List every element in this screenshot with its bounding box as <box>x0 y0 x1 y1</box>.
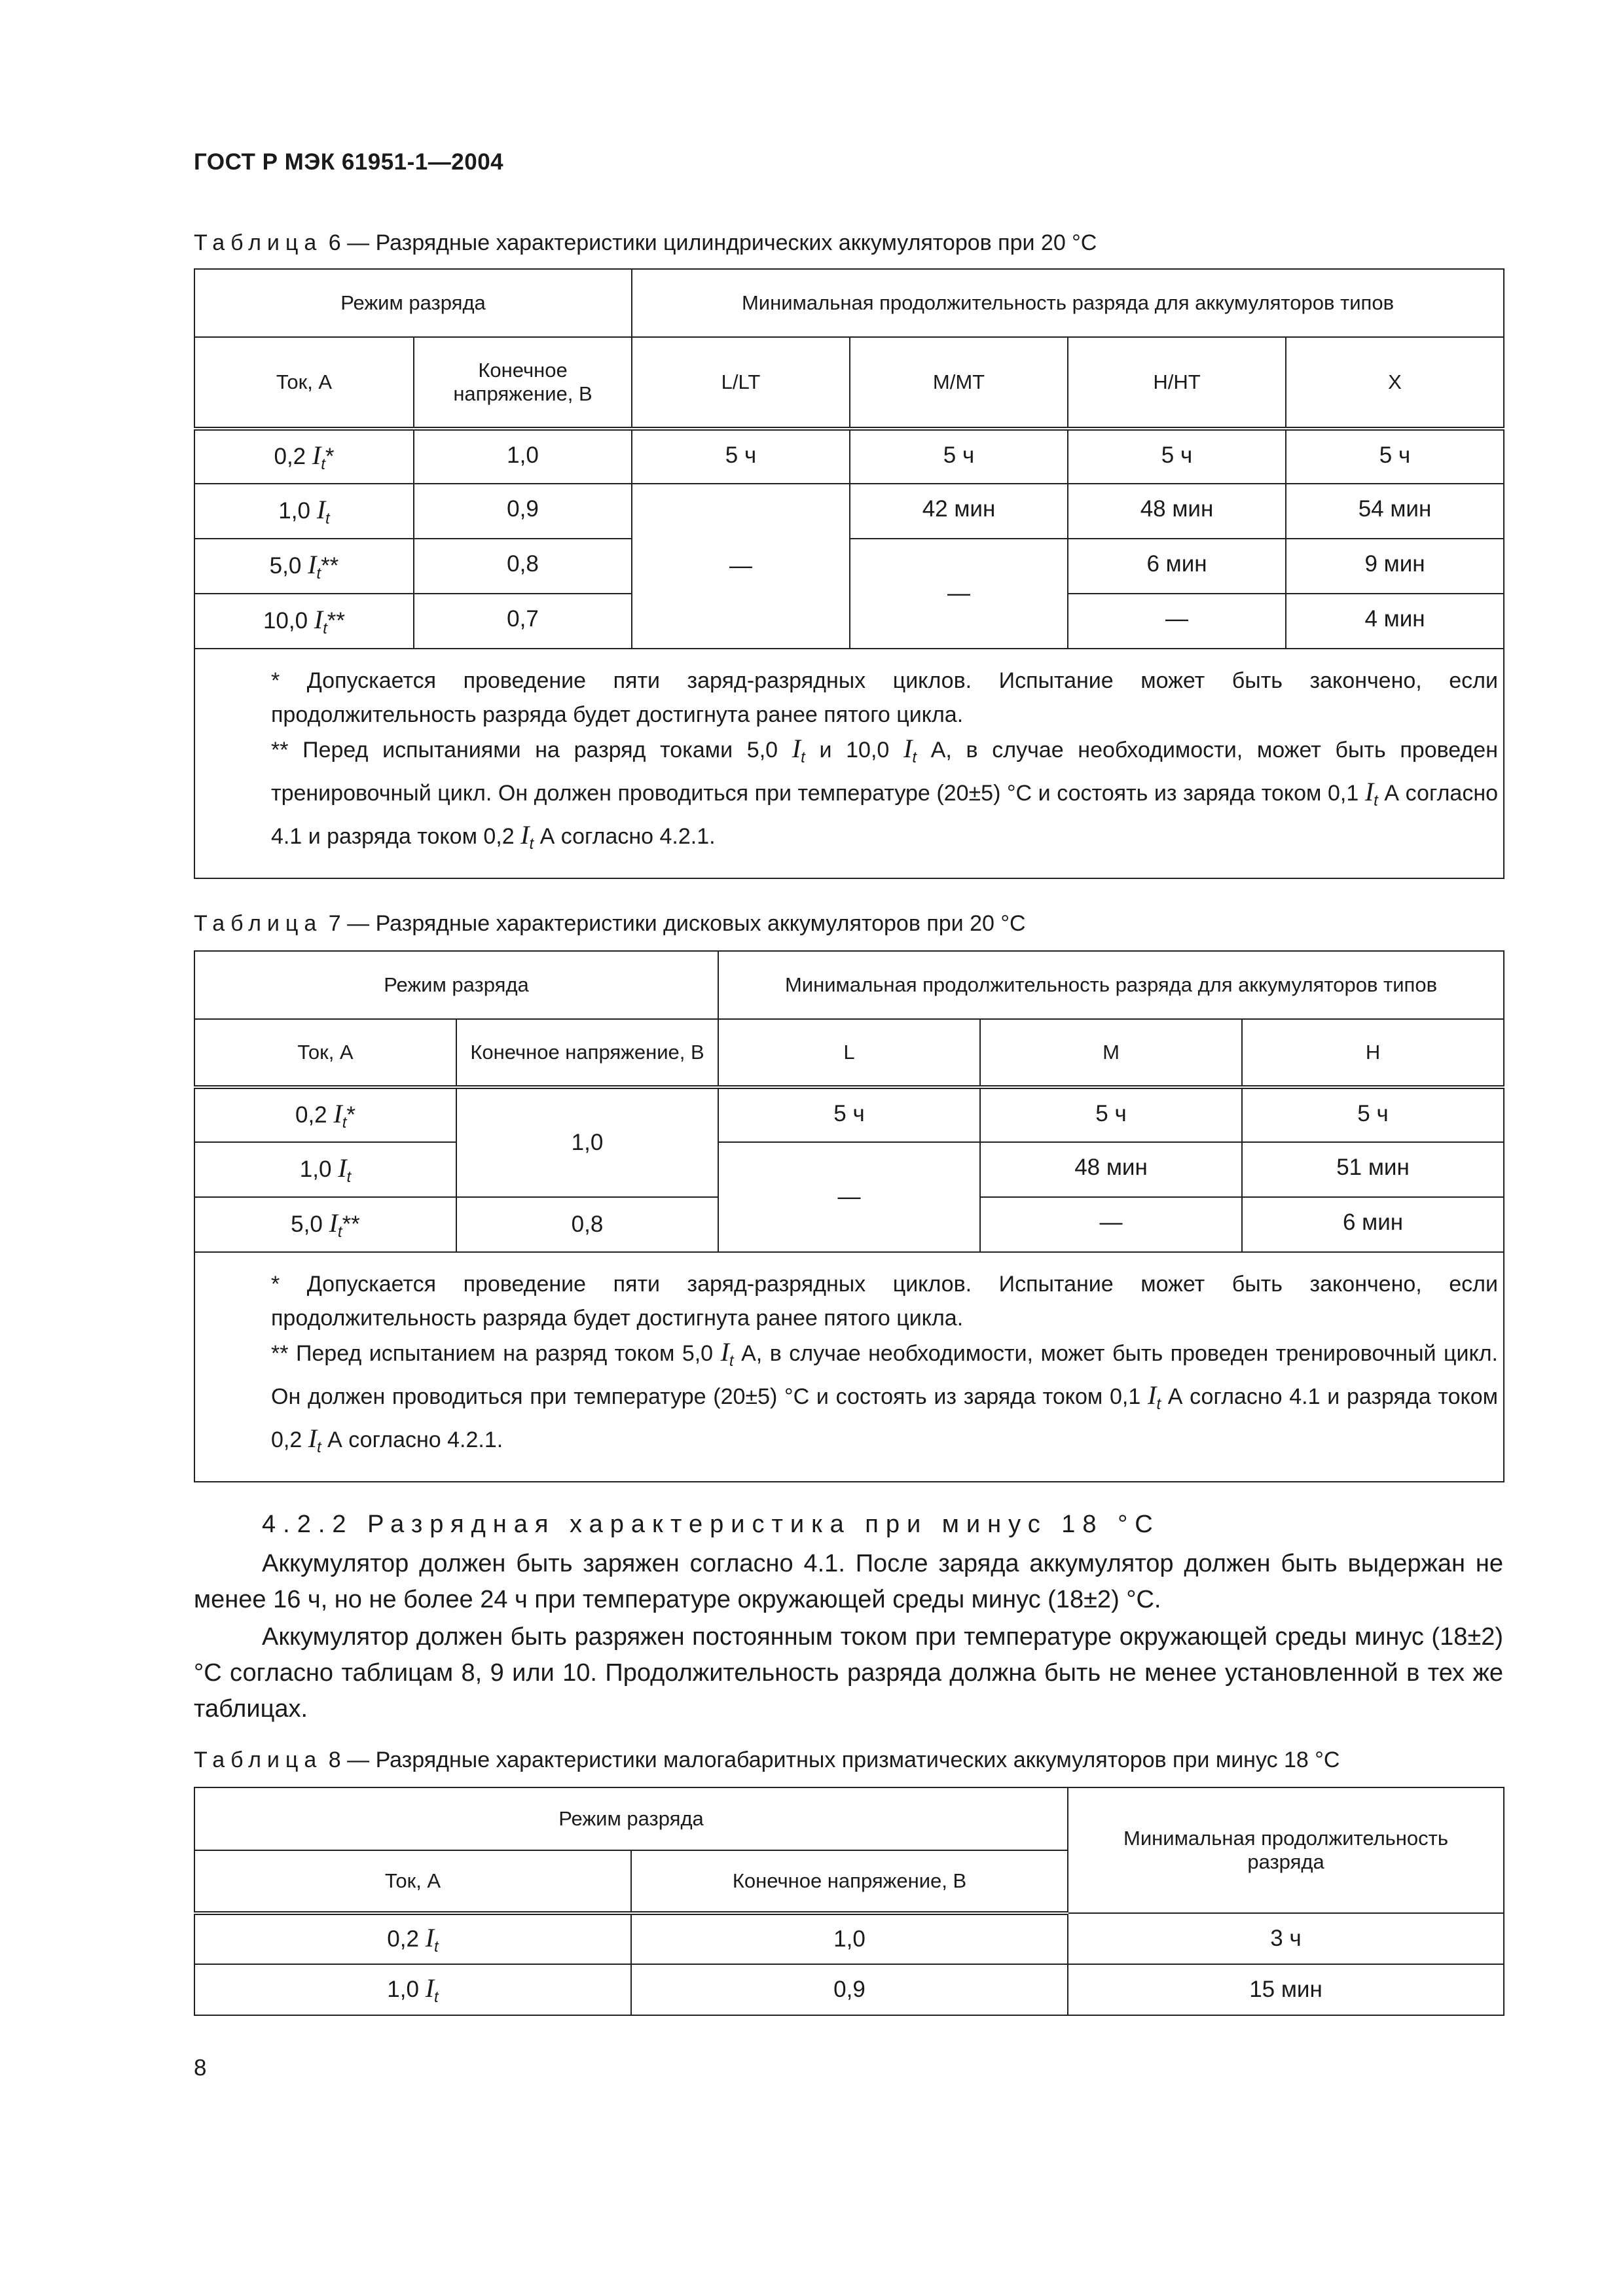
footnote: ** Перед испытанием на разряд током 5,0 $I_t$ А, в случае необходимости, может быть проведен тренировочный цикл. Он должен проводиться при температуре (20±5) °С и состоять из заряда током 0,1 $I_t$ А согласно 4.1 и разряда током 0,2 $I_t$ А согласно 4.2.1. <box>271 1337 1499 1456</box>
min-duration-header: Минимальная продолжительность разряда для аккумуляторов типов <box>632 269 1504 337</box>
duration-cell: 15 мин <box>1068 1964 1504 2015</box>
current-column-header: Ток, А <box>194 1850 631 1913</box>
duration-cell: 54 мин <box>1286 484 1504 539</box>
paragraph: Аккумулятор должен быть разряжен постоянным током при температуре окружающей среды минус (18±2) °С согласно таблицам 8, 9 или 10. Продолжительность разряда должна быть не менее установленной в тех же таблицах. <box>194 1623 1503 1723</box>
current-cell: 1,0 $I_t$ <box>194 484 414 539</box>
duration-cell: 9 мин <box>1286 539 1504 594</box>
current-cell: 0,2 $I_t*$ <box>194 429 414 484</box>
duration-cell: 5 ч <box>850 429 1068 484</box>
duration-cell: 3 ч <box>1068 1913 1504 1964</box>
type-column-header: L <box>718 1019 980 1087</box>
table-caption-text: 7 — Разрядные характеристики дисковых аккумуляторов при 20 °С <box>328 911 1026 936</box>
voltage-cell: 0,8 <box>414 539 632 594</box>
current-cell: 1,0 $I_t$ <box>194 1142 456 1197</box>
duration-cell: 5 ч <box>1242 1087 1504 1142</box>
duration-cell: 51 мин <box>1242 1142 1504 1197</box>
discharge-mode-header: Режим разряда <box>194 1787 1068 1850</box>
footnote: * Допускается проведение пяти заряд-разрядных циклов. Испытание может быть закончено, если продолжительность разряда будет достигнута ранее пятого цикла. <box>271 668 1499 727</box>
current-cell: 10,0 $I_t**$ <box>194 594 414 649</box>
table-caption-text: 8 — Разрядные характеристики малогабаритных призматических аккумуляторов при минус 18 °С <box>328 1748 1340 1772</box>
table-row <box>194 1913 1504 1964</box>
table-caption-text: 6 — Разрядные характеристики цилиндрических аккумуляторов при 20 °С <box>328 230 1097 255</box>
dash-cell: — <box>632 484 850 649</box>
type-column-header: M <box>980 1019 1242 1087</box>
dash-cell: — <box>718 1142 980 1252</box>
page-number: 8 <box>194 2055 207 2081</box>
table-8-caption <box>194 1748 1340 1773</box>
table-notes <box>194 649 1504 878</box>
table-caption-word: Таблица <box>194 230 323 255</box>
voltage-cell: 0,9 <box>631 1964 1068 2015</box>
table-row <box>194 1964 1504 2015</box>
voltage-cell: 0,7 <box>414 594 632 649</box>
type-column-header: M/MT <box>850 337 1068 429</box>
duration-cell: 48 мин <box>1068 484 1286 539</box>
duration-cell: 5 ч <box>718 1087 980 1142</box>
document-code-header: ГОСТ Р МЭК 61951-1—2004 <box>194 149 504 175</box>
duration-cell: — <box>980 1197 1242 1252</box>
table-6-caption <box>194 230 1097 256</box>
current-column-header: Ток, А <box>194 1019 456 1087</box>
table-7 <box>194 950 1504 1482</box>
type-column-header: L/LT <box>632 337 850 429</box>
footnote: * Допускается проведение пяти заряд-разрядных циклов. Испытание может быть закончено, если продолжительность разряда будет достигнута ранее пятого цикла. <box>271 1272 1499 1331</box>
voltage-cell: 1,0 <box>414 429 632 484</box>
min-duration-header: Минимальная продолжительность разряда <box>1068 1787 1504 1913</box>
voltage-cell: 0,8 <box>456 1197 718 1252</box>
table-8 <box>194 1787 1504 2016</box>
table-row <box>194 484 1504 539</box>
voltage-cell: 1,0 <box>631 1913 1068 1964</box>
voltage-column-header: Конечное напряжение, В <box>456 1019 718 1087</box>
duration-cell: — <box>1068 594 1286 649</box>
type-column-header: H <box>1242 1019 1504 1087</box>
duration-cell: 6 мин <box>1068 539 1286 594</box>
table-6 <box>194 268 1504 879</box>
duration-cell: 42 мин <box>850 484 1068 539</box>
type-column-header: H/HT <box>1068 337 1286 429</box>
voltage-cell: 0,9 <box>414 484 632 539</box>
current-cell: 0,2 $I_t$ <box>194 1913 631 1964</box>
duration-cell: 5 ч <box>1068 429 1286 484</box>
discharge-mode-header: Режим разряда <box>194 269 632 337</box>
voltage-column-header: Конечное напряжение, В <box>631 1850 1068 1913</box>
current-cell: 5,0 $I_t**$ <box>194 1197 456 1252</box>
paragraph: Аккумулятор должен быть заряжен согласно 4.1. После заряда аккумулятор должен быть выдержан не менее 16 ч, но не более 24 ч при температуре окружающей среды минус (18±2) °С. <box>194 1550 1503 1613</box>
min-duration-header: Минимальная продолжительность разряда для аккумуляторов типов <box>718 951 1504 1019</box>
duration-cell: 5 ч <box>1286 429 1504 484</box>
table-row <box>194 1087 1504 1142</box>
duration-cell: 5 ч <box>980 1087 1242 1142</box>
current-cell: 1,0 $I_t$ <box>194 1964 631 2015</box>
table-caption-word: Таблица <box>194 911 323 936</box>
footnote: ** Перед испытаниями на разряд токами 5,0 $I_t$ и 10,0 $I_t$ А, в случае необходимости, может быть проведен тренировочный цикл. Он должен проводиться при температуре (20±5) °С и состоять из заряда током 0,1 $I_t$ А согласно 4.1 и разряда током 0,2 $I_t$ А согласно 4.2.1. <box>271 734 1499 853</box>
duration-cell: 6 мин <box>1242 1197 1504 1252</box>
dash-cell: — <box>850 539 1068 649</box>
table-row <box>194 1142 1504 1197</box>
table-caption-word: Таблица <box>194 1748 323 1772</box>
duration-cell: 4 мин <box>1286 594 1504 649</box>
type-column-header: X <box>1286 337 1504 429</box>
current-cell: 5,0 $I_t**$ <box>194 539 414 594</box>
section-title: 4.2.2 Разрядная характеристика при минус 18 °С <box>262 1511 1160 1538</box>
duration-cell: 5 ч <box>632 429 850 484</box>
voltage-column-header: Конечное напряжение, В <box>414 337 632 429</box>
current-column-header: Ток, А <box>194 337 414 429</box>
current-cell: 0,2 $I_t*$ <box>194 1087 456 1142</box>
table-notes <box>194 1252 1504 1482</box>
voltage-cell: 1,0 <box>456 1087 718 1197</box>
duration-cell: 48 мин <box>980 1142 1242 1197</box>
discharge-mode-header: Режим разряда <box>194 951 718 1019</box>
table-row <box>194 429 1504 484</box>
table-7-caption <box>194 911 1026 937</box>
